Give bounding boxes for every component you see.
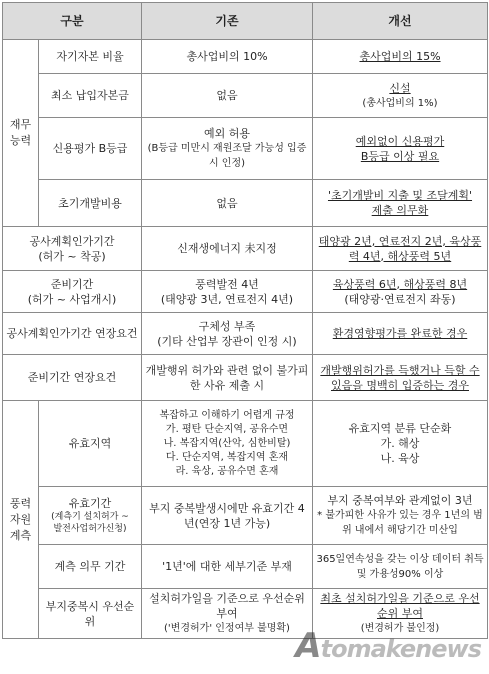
row-after: 태양광 2년, 연료전지 2년, 육상풍력 4년, 해상풍력 5년 bbox=[313, 227, 488, 271]
row-after bbox=[313, 401, 488, 487]
row-label-main: 유효기간 bbox=[68, 497, 112, 510]
table-row bbox=[3, 487, 488, 545]
row-after-main: 육상풍력 6년, 해상풍력 8년 bbox=[332, 277, 468, 291]
row-after: 총사업비의 15% bbox=[313, 40, 488, 74]
row-before: 개발행위 허가와 관련 없이 불가피한 사유 제출 시 bbox=[142, 355, 313, 401]
row-label: 신용평가 B등급 bbox=[39, 118, 142, 180]
row-after: 예외없이 신용평가 B등급 이상 필요 bbox=[313, 118, 488, 180]
table-row bbox=[3, 180, 488, 227]
row-label: 유효지역 bbox=[39, 401, 142, 487]
row-after-sub: * 불가피한 사유가 있는 경우 1년의 범위 내에서 해당기간 미산입 bbox=[317, 510, 483, 536]
header-before: 기존 bbox=[142, 3, 313, 40]
row-label: 준비기간 (허가 ~ 사업개시) bbox=[3, 271, 142, 313]
row-after-sub: (태양광·연료전지 좌동) bbox=[344, 292, 456, 306]
row-label bbox=[39, 487, 142, 545]
watermark-logo bbox=[295, 626, 481, 666]
table-row bbox=[3, 545, 488, 589]
row-before-main: 설치허가일을 기준으로 우선순위 부여 bbox=[149, 592, 305, 620]
row-before bbox=[142, 118, 313, 180]
table-row bbox=[3, 118, 488, 180]
row-after: 365일연속성을 갖는 이상 데이터 취득 및 가용성90% 이상 bbox=[313, 545, 488, 589]
row-after: 개발행위허가를 득했거나 득할 수 있음을 명백히 입증하는 경우 bbox=[313, 355, 488, 401]
table-row bbox=[3, 40, 488, 74]
row-after-main: 신설 bbox=[389, 81, 411, 95]
watermark-letter: A bbox=[295, 626, 321, 666]
row-label-sub: (계측기 설치허가 ~ 발전사업허가신청) bbox=[51, 512, 129, 534]
table-row bbox=[3, 355, 488, 401]
row-before-sub: (B등급 미만시 재원조달 가능성 입증 시 인정) bbox=[147, 143, 307, 169]
row-after-main: 부지 중복여부와 관계없이 3년 bbox=[327, 494, 473, 507]
row-before: 복잡하고 이해하기 어렵게 규정 가. 평탄 단순지역, 공유수면 나. 복잡지역(산악, 심한비탈) 다. 단순지역, 복잡지역 혼재 라. 육상, 공유수면 혼재 bbox=[142, 401, 313, 487]
table-row bbox=[3, 74, 488, 118]
row-after-sub: 가. 해상 나. 육상 bbox=[380, 437, 420, 465]
row-label: 계측 의무 기간 bbox=[39, 545, 142, 589]
row-label: 공사계획인가기간 연장요건 bbox=[3, 313, 142, 355]
header-category: 구분 bbox=[3, 3, 142, 40]
row-before: 신재생에너지 未지정 bbox=[142, 227, 313, 271]
table-row bbox=[3, 401, 488, 487]
header-after: 개선 bbox=[313, 3, 488, 40]
group-finance: 재무 능력 bbox=[3, 40, 39, 227]
row-before: '1년'에 대한 세부기준 부재 bbox=[142, 545, 313, 589]
row-before: 없음 bbox=[142, 74, 313, 118]
row-before: 없음 bbox=[142, 180, 313, 227]
row-label: 초기개발비용 bbox=[39, 180, 142, 227]
row-before bbox=[142, 271, 313, 313]
row-before: 부지 중복발생시에만 유효기간 4년(연장 1년 가능) bbox=[142, 487, 313, 545]
row-label: 자기자본 비율 bbox=[39, 40, 142, 74]
row-after-sub: (총사업비의 1%) bbox=[362, 97, 438, 109]
row-after bbox=[313, 487, 488, 545]
row-before: 총사업비의 10% bbox=[142, 40, 313, 74]
table-row bbox=[3, 271, 488, 313]
row-after: '초기개발비 지출 및 조달계획' 제출 의무화 bbox=[313, 180, 488, 227]
row-before-main: 구체성 부족 bbox=[198, 319, 256, 333]
row-after bbox=[313, 74, 488, 118]
row-before-sub: ('변경허가' 인정여부 불명확) bbox=[164, 623, 290, 634]
row-label: 준비기간 연장요건 bbox=[3, 355, 142, 401]
row-label: 공사계획인가기간 (허가 ~ 착공) bbox=[3, 227, 142, 271]
row-after bbox=[313, 271, 488, 313]
comparison-table bbox=[2, 2, 488, 639]
watermark-text: tomakenews bbox=[320, 635, 481, 663]
row-before-main: 예외 허용 bbox=[203, 127, 250, 140]
row-after-main: 최초 설치허가일을 기준으로 우선순위 부여 bbox=[320, 592, 480, 620]
row-label: 최소 납입자본금 bbox=[39, 74, 142, 118]
header-row bbox=[3, 3, 488, 40]
row-before-sub: (기타 산업부 장관이 인정 시) bbox=[157, 334, 297, 348]
row-before-sub: (태양광 3년, 연료전지 4년) bbox=[160, 292, 294, 306]
row-before-main: 풍력발전 4년 bbox=[195, 277, 259, 291]
group-wind: 풍력 자원 계측 bbox=[3, 401, 39, 639]
row-after: 환경영향평가를 완료한 경우 bbox=[313, 313, 488, 355]
table-row bbox=[3, 227, 488, 271]
table-row bbox=[3, 313, 488, 355]
row-before bbox=[142, 313, 313, 355]
row-after-sub: (변경허가 불인정) bbox=[360, 623, 440, 634]
row-before bbox=[142, 589, 313, 639]
row-after-main: 유효지역 분류 단순화 bbox=[348, 422, 452, 435]
row-label: 부지중복시 우선순위 bbox=[39, 589, 142, 639]
